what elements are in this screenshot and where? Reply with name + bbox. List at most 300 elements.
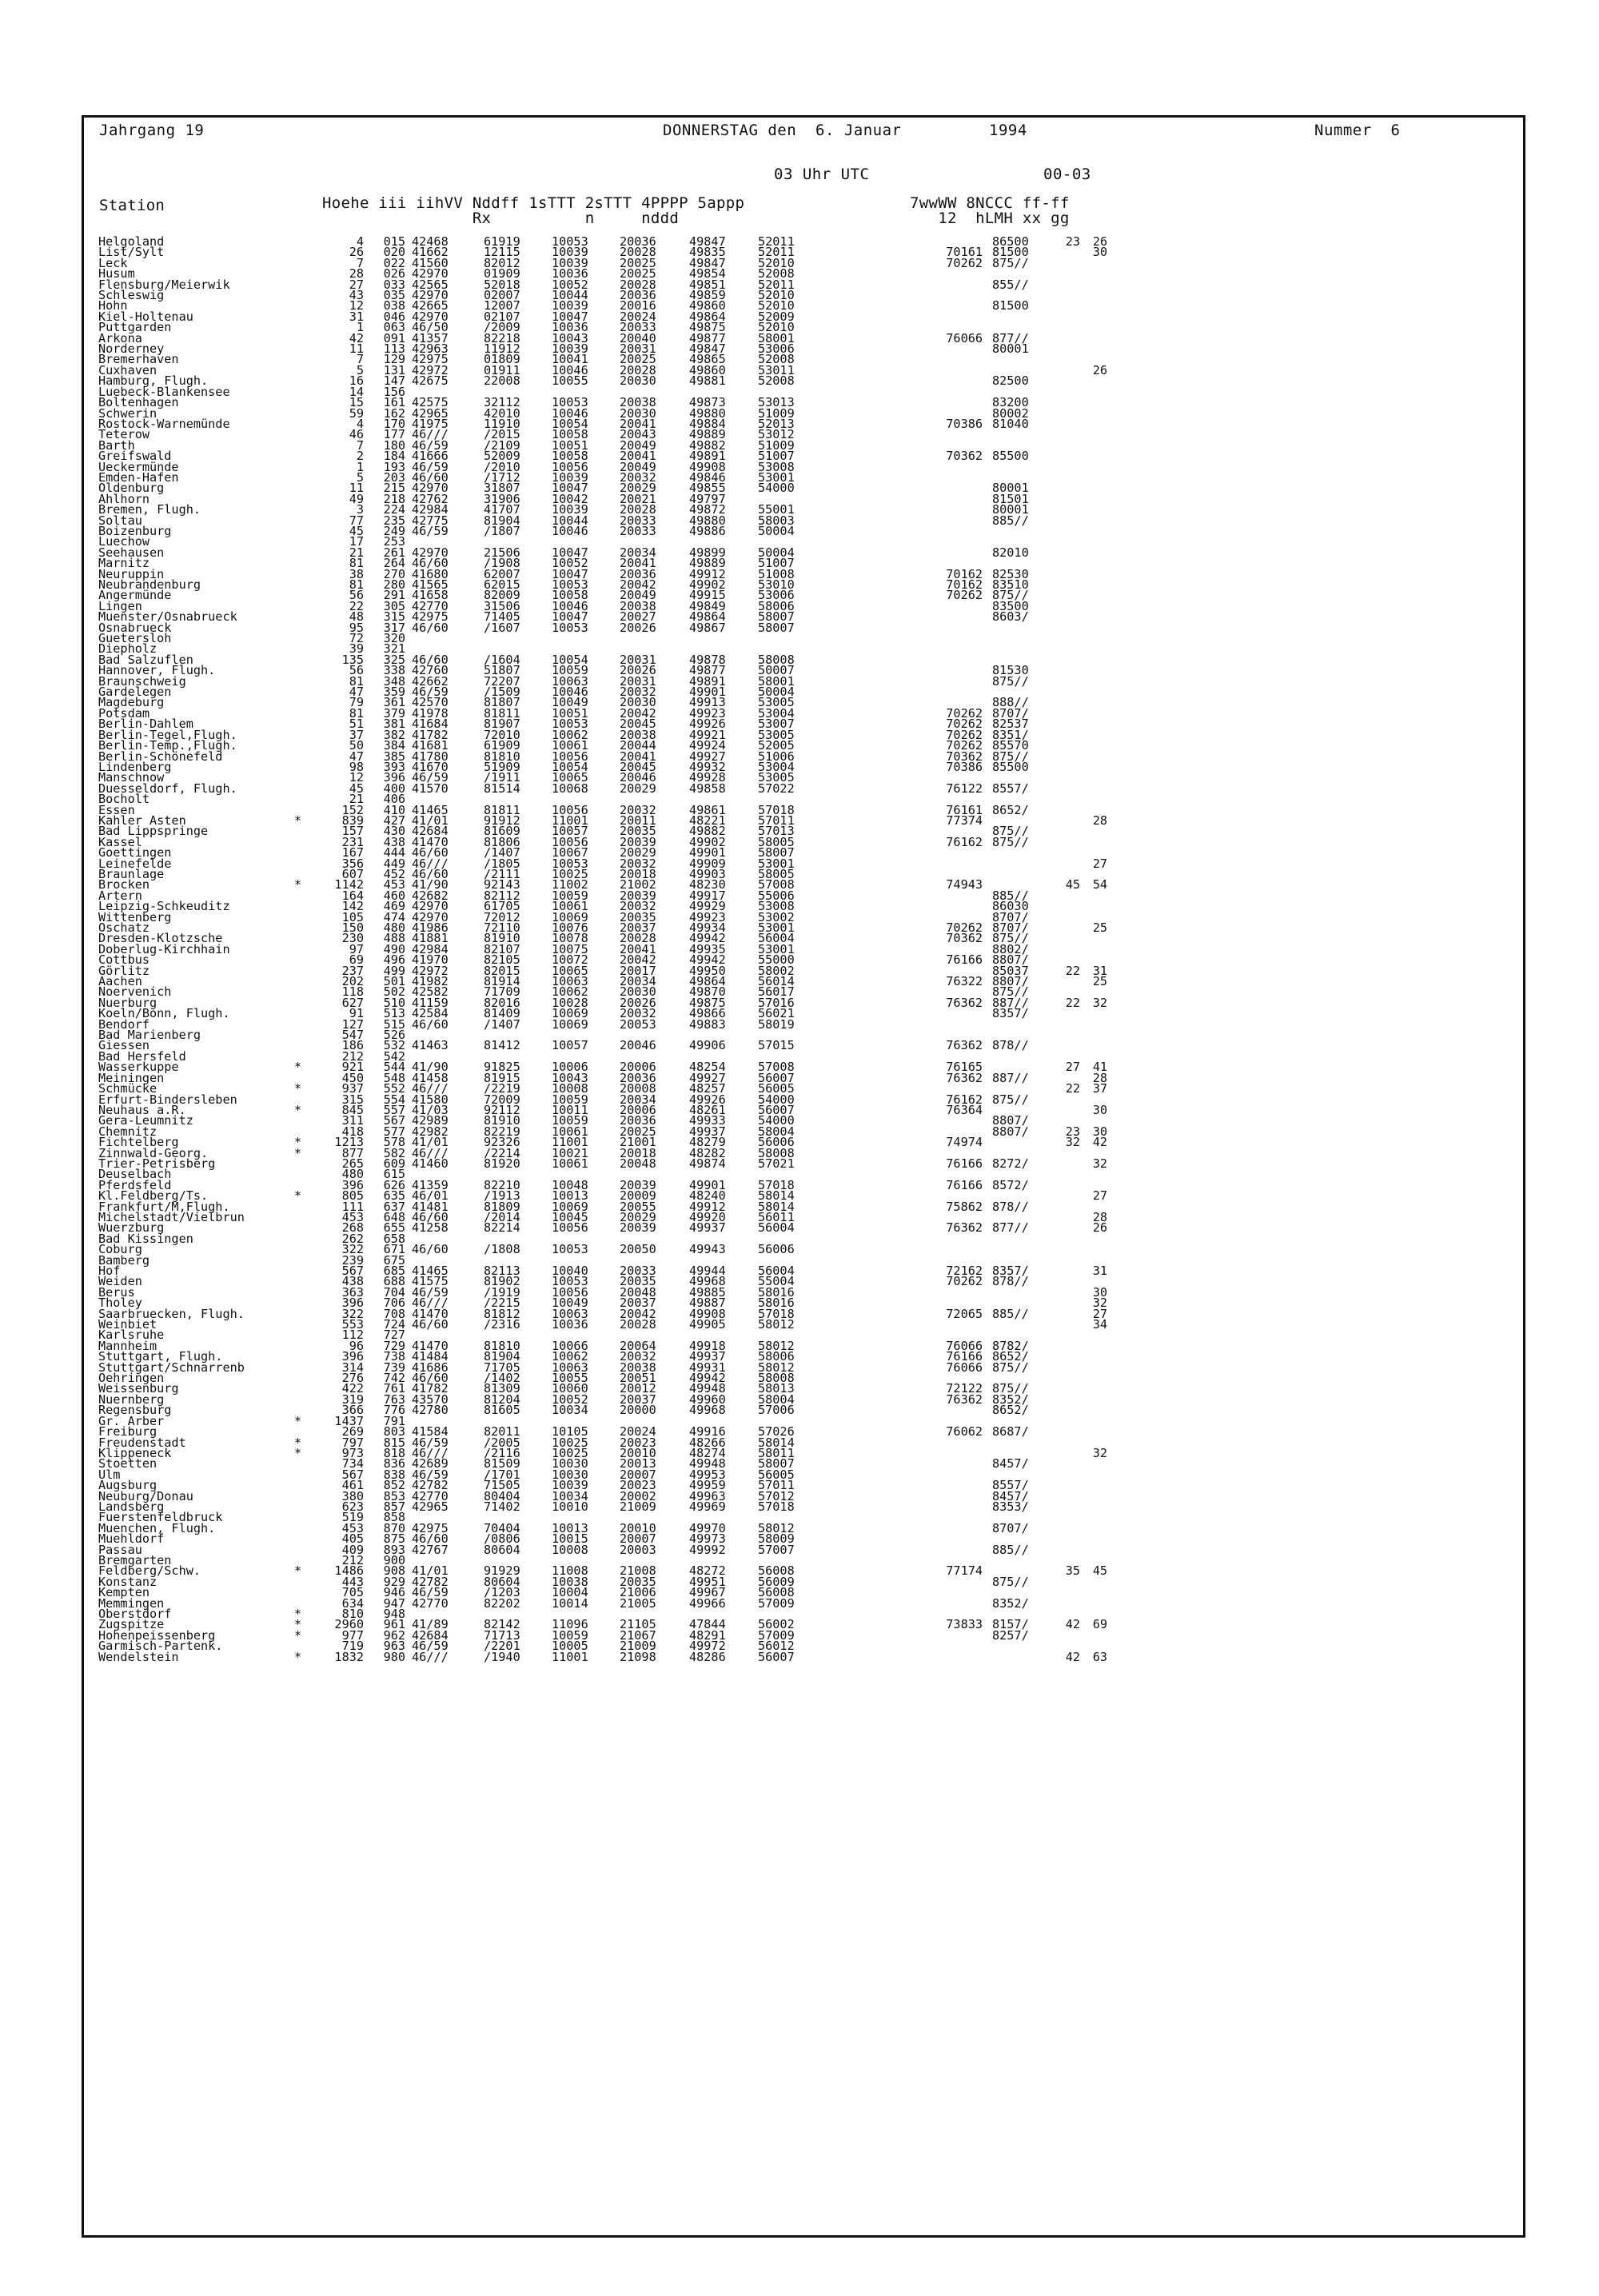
tendency-group: 53008: [758, 459, 795, 474]
temp-group: 11001: [552, 1649, 588, 1664]
station-index: 858: [383, 1510, 405, 1525]
tendency-group: 53006: [758, 341, 795, 357]
cloud-group: 875//: [992, 255, 1029, 270]
tendency-group: 58007: [758, 845, 795, 861]
station-index: 729: [383, 1338, 405, 1353]
dewpoint-group: 20018: [620, 866, 656, 881]
temp-group: 10004: [552, 1585, 588, 1600]
table-row: [98, 502, 1505, 517]
dewpoint-group: 20041: [620, 941, 656, 956]
station-index: 706: [383, 1296, 405, 1311]
temp-group: 10055: [552, 373, 588, 389]
station-height: 111: [341, 1199, 364, 1214]
station-height: 98: [349, 759, 364, 774]
station-index: 215: [383, 481, 405, 496]
nddff-group: 42010: [484, 405, 520, 421]
tendency-group: 52009: [758, 309, 795, 324]
temp-group: 10014: [552, 1595, 588, 1611]
station-index: 836: [383, 1456, 405, 1471]
tendency-group: 57021: [758, 1156, 795, 1171]
iihvv-group: 41780: [412, 749, 449, 764]
table-row: [98, 1199, 1505, 1214]
dewpoint-group: 20018: [620, 1145, 656, 1160]
nddff-group: 81915: [484, 1070, 520, 1085]
station-height: 315: [341, 1092, 364, 1107]
temp-group: 10028: [552, 995, 588, 1010]
cloud-group: 885//: [992, 888, 1029, 903]
gust-value: 30: [1092, 1124, 1107, 1139]
station-name: Bad Hersfeld: [98, 1048, 186, 1064]
dewpoint-group: 20037: [620, 1296, 656, 1311]
temp-group: 10053: [552, 717, 588, 732]
tendency-group: 56005: [758, 1467, 795, 1482]
iihvv-group: 41465: [412, 1264, 449, 1278]
station-height: 380: [341, 1488, 364, 1503]
dewpoint-group: 20032: [620, 685, 656, 700]
station-height: 805: [341, 1188, 364, 1204]
station-name: Klippeneck: [98, 1445, 172, 1460]
cloud-group: 85037: [992, 963, 1029, 978]
nddff-group: /2009: [484, 320, 520, 335]
nddff-group: 81309: [484, 1381, 520, 1396]
nddff-group: 01809: [484, 352, 520, 367]
table-row: [98, 1040, 1505, 1051]
nddff-group: 82016: [484, 995, 520, 1010]
gust-max: 32: [1065, 1135, 1080, 1150]
nddff-group: 81605: [484, 1403, 520, 1418]
table-row: [98, 826, 1505, 837]
dewpoint-group: 20042: [620, 1306, 656, 1321]
dewpoint-group: 20035: [620, 1274, 656, 1289]
station-name: Wittenberg: [98, 909, 172, 924]
station-height: 27: [349, 277, 364, 292]
station-index: 532: [383, 1038, 405, 1053]
station-name: Wasserkuppe: [98, 1060, 179, 1075]
station-index: 635: [383, 1188, 405, 1204]
tendency-group: 50007: [758, 663, 795, 678]
temp-group: 10039: [552, 255, 588, 270]
tendency-group: 51009: [758, 405, 795, 421]
table-row: [98, 1552, 1505, 1567]
station-index: 900: [383, 1552, 405, 1567]
station-name: Stuttgart, Flugh.: [98, 1349, 223, 1364]
station-height: 7: [356, 352, 364, 367]
pressure-group: 49855: [689, 481, 726, 496]
iihvv-group: 41782: [412, 1381, 449, 1396]
dewpoint-group: 20036: [620, 1070, 656, 1085]
pressure-group: 49970: [689, 1520, 726, 1535]
nddff-group: 12007: [484, 298, 520, 313]
table-row: [98, 1296, 1505, 1311]
station-height: 921: [341, 1060, 364, 1075]
iihvv-group: 42782: [412, 1574, 449, 1589]
dewpoint-group: 20036: [620, 234, 656, 249]
cloud-group: 83500: [992, 598, 1029, 613]
weather-group: 76166: [946, 1177, 983, 1192]
station-height: 112: [341, 1328, 364, 1343]
station-index: 675: [383, 1252, 405, 1268]
weather-group: 76165: [946, 1060, 983, 1075]
table-row: [98, 322, 1505, 333]
station-height: 1: [356, 320, 364, 335]
station-name: Leipzig-Schkeuditz: [98, 899, 230, 914]
dewpoint-group: 20025: [620, 1124, 656, 1139]
table-row: [98, 1531, 1505, 1547]
station-height: 877: [341, 1145, 364, 1160]
dewpoint-group: 20034: [620, 545, 656, 560]
station-index: 853: [383, 1488, 405, 1503]
nddff-group: /1607: [484, 620, 520, 635]
temp-group: 10105: [552, 1424, 588, 1439]
station-index: 264: [383, 556, 405, 571]
iihvv-group: 42970: [412, 481, 449, 496]
station-name: Trier-Petrisberg: [98, 1156, 216, 1171]
station-height: 396: [341, 1177, 364, 1192]
nddff-group: /2015: [484, 427, 520, 442]
temp-group: 10006: [552, 1060, 588, 1075]
cloud-group: 875//: [992, 931, 1029, 946]
temp-group: 10062: [552, 1349, 588, 1364]
weather-group: 76122: [946, 781, 983, 796]
station-name: Hannover, Flugh.: [98, 663, 216, 678]
iihvv-group: 41670: [412, 759, 449, 774]
table-row: [98, 1169, 1505, 1180]
temp-group: 10059: [552, 1113, 588, 1128]
station-name: Goettingen: [98, 845, 172, 861]
cloud-group: 82537: [992, 717, 1029, 732]
nddff-group: 01911: [484, 362, 520, 377]
dewpoint-group: 20021: [620, 491, 656, 506]
cloud-group: 86500: [992, 234, 1029, 249]
nddff-group: 71405: [484, 609, 520, 625]
station-height: 11: [349, 341, 364, 357]
gust-value: 32: [1092, 1296, 1107, 1311]
table-row: [98, 558, 1505, 569]
temp-group: 10005: [552, 1639, 588, 1654]
station-name: Essen: [98, 802, 135, 817]
pressure-group: 49906: [689, 1038, 726, 1053]
pressure-group: 49903: [689, 866, 726, 881]
nddff-group: 82218: [484, 330, 520, 345]
station-height: 95: [349, 620, 364, 635]
nddff-group: /1203: [484, 1585, 520, 1600]
pressure-group: 49937: [689, 1349, 726, 1364]
iihvv-group: 41684: [412, 717, 449, 732]
dewpoint-group: 20010: [620, 1445, 656, 1460]
gust-value: 26: [1092, 234, 1107, 249]
cloud-group: 878//: [992, 1274, 1029, 1289]
cloud-group: 875//: [992, 1381, 1029, 1396]
cloud-group: 8357/: [992, 1006, 1029, 1021]
table-row: [98, 749, 1505, 764]
gust-max: 23: [1065, 1124, 1080, 1139]
station-name: Noervenich: [98, 984, 172, 1000]
dewpoint-group: 20028: [620, 931, 656, 946]
dewpoint-group: 20000: [620, 1403, 656, 1418]
tendency-group: 56008: [758, 1563, 795, 1579]
dewpoint-group: 20013: [620, 1456, 656, 1471]
tendency-group: 58008: [758, 1145, 795, 1160]
dewpoint-group: 20007: [620, 1467, 656, 1482]
pressure-group: 49942: [689, 1371, 726, 1386]
dewpoint-group: 20040: [620, 330, 656, 345]
dewpoint-group: 20032: [620, 899, 656, 914]
cloud-group: 81501: [992, 491, 1029, 506]
table-row: [98, 1480, 1505, 1491]
pressure-group: 48221: [689, 813, 726, 828]
station-height: 623: [341, 1499, 364, 1514]
temp-group: 10075: [552, 941, 588, 956]
iihvv-group: 43570: [412, 1392, 449, 1407]
tendency-group: 58013: [758, 1381, 795, 1396]
weather-group: 76162: [946, 834, 983, 849]
temp-group: 10046: [552, 685, 588, 700]
station-name: Angermünde: [98, 588, 172, 603]
tendency-group: 58001: [758, 673, 795, 689]
station-height: 105: [341, 909, 364, 924]
station-index: 578: [383, 1135, 405, 1150]
pressure-group: 49867: [689, 620, 726, 635]
dewpoint-group: 21001: [620, 1135, 656, 1150]
cloud-group: 8352/: [992, 1392, 1029, 1407]
dewpoint-group: 20006: [620, 1060, 656, 1075]
nddff-group: 31906: [484, 491, 520, 506]
table-row: [98, 1499, 1505, 1514]
temp-group: 10052: [552, 277, 588, 292]
station-height: 31: [349, 309, 364, 324]
temp-group: 10068: [552, 781, 588, 796]
tendency-group: 54000: [758, 481, 795, 496]
pressure-group: 48279: [689, 1135, 726, 1150]
station-height: 1142: [334, 877, 364, 892]
station-height: 72: [349, 631, 364, 646]
pressure-group: 49901: [689, 685, 726, 700]
station-index: 261: [383, 545, 405, 560]
weather-group: 70262: [946, 738, 983, 753]
table-row: [98, 354, 1505, 365]
cloud-group: 80001: [992, 341, 1029, 357]
station-name: Bad Marienberg: [98, 1028, 201, 1043]
tendency-group: 56014: [758, 974, 795, 989]
temp-group: 10039: [552, 341, 588, 357]
iihvv-group: 41/89: [412, 1617, 449, 1632]
station-index: 948: [383, 1607, 405, 1621]
tendency-group: 57011: [758, 813, 795, 828]
gust-max: 22: [1065, 995, 1080, 1010]
station-name: Ulm: [98, 1467, 121, 1482]
gust-value: 32: [1092, 1445, 1107, 1460]
dewpoint-group: 20033: [620, 320, 656, 335]
pressure-group: 47844: [689, 1617, 726, 1632]
cloud-group: 8557/: [992, 1478, 1029, 1493]
pressure-group: 49972: [689, 1639, 726, 1654]
nddff-group: /1940: [484, 1649, 520, 1664]
iihvv-group: 46/60: [412, 866, 449, 881]
cloud-group: 82530: [992, 566, 1029, 581]
nddff-group: 71705: [484, 1360, 520, 1375]
table-row: [98, 1609, 1505, 1619]
station-index: 177: [383, 427, 405, 442]
station-height: 845: [341, 1102, 364, 1117]
dewpoint-group: 20023: [620, 1478, 656, 1493]
pressure-group: 49882: [689, 824, 726, 839]
tendency-group: 56007: [758, 1070, 795, 1085]
pressure-group: 49864: [689, 309, 726, 324]
tendency-group: 58012: [758, 1360, 795, 1375]
tendency-group: 58014: [758, 1199, 795, 1214]
nddff-group: 92326: [484, 1135, 520, 1150]
pressure-group: 49877: [689, 663, 726, 678]
tendency-group: 58007: [758, 620, 795, 635]
station-height: 262: [341, 1231, 364, 1246]
table-row: [98, 1619, 1505, 1630]
dewpoint-group: 20025: [620, 266, 656, 282]
tendency-group: 52011: [758, 245, 795, 260]
iihvv-group: 46/59: [412, 1639, 449, 1654]
station-height: 405: [341, 1531, 364, 1547]
observation-time: 03 Uhr UTC: [774, 166, 870, 183]
station-index: 738: [383, 1349, 405, 1364]
station-height: 1832: [334, 1649, 364, 1664]
station-index: 218: [383, 491, 405, 506]
dewpoint-group: 20032: [620, 469, 656, 485]
nddff-group: /0806: [484, 1531, 520, 1547]
station-height: 56: [349, 663, 364, 678]
station-name: Schmücke: [98, 1081, 158, 1096]
dewpoint-group: 20030: [620, 695, 656, 710]
pressure-group: 49883: [689, 1016, 726, 1032]
station-height: 45: [349, 523, 364, 538]
tendency-group: 53001: [758, 469, 795, 485]
tendency-group: 58016: [758, 1296, 795, 1311]
dewpoint-group: 21002: [620, 877, 656, 892]
tendency-group: 52008: [758, 352, 795, 367]
table-row: [98, 1328, 1505, 1343]
pressure-group: 48274: [689, 1445, 726, 1460]
dewpoint-group: 20033: [620, 1264, 656, 1278]
nddff-group: 81807: [484, 695, 520, 710]
station-name: Diepholz: [98, 641, 158, 657]
nddff-group: /2109: [484, 437, 520, 453]
pressure-group: 49858: [689, 781, 726, 796]
nddff-group: 12115: [484, 245, 520, 260]
nddff-group: 82012: [484, 255, 520, 270]
station-index: 449: [383, 856, 405, 871]
station-height: 363: [341, 1284, 364, 1300]
dewpoint-group: 20038: [620, 727, 656, 742]
iihvv-group: 46/50: [412, 320, 449, 335]
station-index: 427: [383, 813, 405, 828]
station-height: 26: [349, 245, 364, 260]
temp-group: 10076: [552, 920, 588, 935]
station-height: 202: [341, 974, 364, 989]
dewpoint-group: 20027: [620, 609, 656, 625]
station-index: 946: [383, 1585, 405, 1600]
station-name: Chemnitz: [98, 1124, 158, 1139]
iihvv-group: 42675: [412, 373, 449, 389]
station-index: 510: [383, 995, 405, 1010]
station-name: Oschatz: [98, 920, 150, 935]
iihvv-group: 46///: [412, 1296, 449, 1311]
tendency-group: 52011: [758, 277, 795, 292]
station-name: Stoetten: [98, 1456, 158, 1471]
gust-value: 26: [1092, 1220, 1107, 1236]
weather-group: 76322: [946, 974, 983, 989]
station-height: 7: [356, 255, 364, 270]
table-row: [98, 266, 1505, 282]
station-name: Barth: [98, 437, 135, 453]
station-index: 929: [383, 1574, 405, 1589]
temp-group: 10066: [552, 1338, 588, 1353]
station-index: 567: [383, 1113, 405, 1128]
pressure-group: 49908: [689, 1306, 726, 1321]
station-index: 655: [383, 1220, 405, 1236]
station-name: Muenster/Osnabrueck: [98, 609, 237, 625]
station-name: Augsburg: [98, 1478, 158, 1493]
tendency-group: 58009: [758, 1531, 795, 1547]
station-index: 962: [383, 1627, 405, 1643]
station-index: 963: [383, 1639, 405, 1654]
table-row: [98, 469, 1505, 485]
nddff-group: 71505: [484, 1478, 520, 1493]
mountain-marker: *: [294, 1435, 302, 1450]
mountain-marker: *: [294, 813, 302, 828]
nddff-group: 72012: [484, 909, 520, 924]
temp-group: 10030: [552, 1467, 588, 1482]
station-name: Neuhaus a.R.: [98, 1102, 186, 1117]
dewpoint-group: 21105: [620, 1617, 656, 1632]
nddff-group: 81810: [484, 1338, 520, 1353]
dewpoint-group: 21098: [620, 1649, 656, 1664]
tendency-group: 53011: [758, 362, 795, 377]
station-height: 69: [349, 952, 364, 968]
table-row: [98, 309, 1505, 324]
station-height: 797: [341, 1435, 364, 1450]
temp-group: 10055: [552, 1371, 588, 1386]
iihvv-group: 41666: [412, 449, 449, 464]
table-row: [98, 909, 1505, 924]
nddff-group: 82202: [484, 1595, 520, 1611]
station-name: Freiburg: [98, 1424, 158, 1439]
station-height: 46: [349, 427, 364, 442]
table-row: [98, 1276, 1505, 1287]
iihvv-group: 41458: [412, 1070, 449, 1085]
cloud-group: 875//: [992, 1574, 1029, 1589]
iihvv-group: 42760: [412, 663, 449, 678]
dewpoint-group: 20042: [620, 952, 656, 968]
iihvv-group: 42970: [412, 309, 449, 324]
station-height: 567: [341, 1467, 364, 1482]
station-name: Lingen: [98, 598, 142, 613]
station-index: 170: [383, 416, 405, 431]
tendency-group: 57008: [758, 1060, 795, 1075]
dewpoint-group: 20016: [620, 298, 656, 313]
station-height: 135: [341, 652, 364, 667]
station-index: 554: [383, 1092, 405, 1107]
iihvv-group: 42975: [412, 609, 449, 625]
tendency-group: 58006: [758, 1349, 795, 1364]
pressure-group: 49943: [689, 1242, 726, 1257]
station-name: Bad Lippspringe: [98, 824, 209, 839]
station-height: 547: [341, 1028, 364, 1043]
station-name: Greifswald: [98, 449, 172, 464]
weather-group: 76062: [946, 1424, 983, 1439]
temp-group: 10008: [552, 1542, 588, 1557]
station-index: 803: [383, 1424, 405, 1439]
temp-group: 10054: [552, 652, 588, 667]
iihvv-group: 46/59: [412, 437, 449, 453]
gust-max: 45: [1065, 877, 1080, 892]
